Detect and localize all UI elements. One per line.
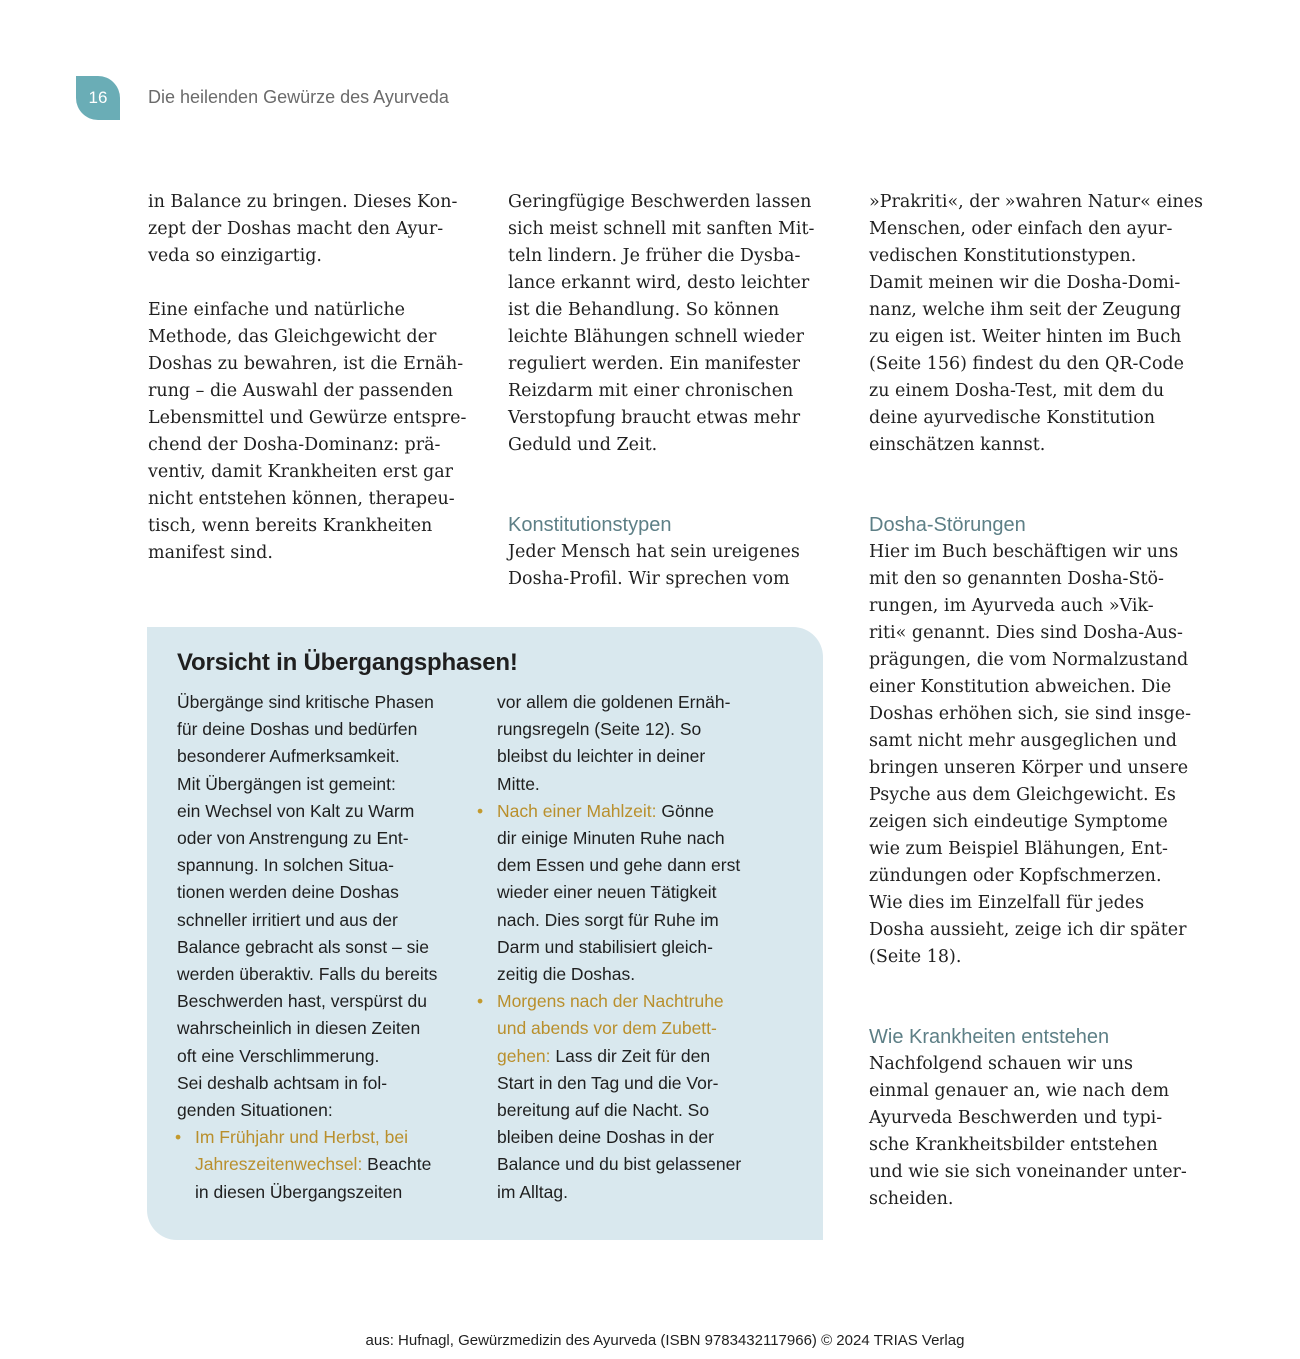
text-line: rung – die Auswahl der passenden — [148, 381, 453, 401]
text-line: genden Situationen: — [177, 1100, 333, 1121]
bullet-highlight: Morgens nach der Nachtruhe — [497, 991, 724, 1012]
paragraph — [869, 539, 1189, 971]
text-line: tionen werden deine Doshas — [177, 882, 399, 903]
text-line: bringen unseren Körper und unsere — [869, 758, 1189, 778]
text-line: leichte Blähungen schnell wieder — [508, 327, 804, 347]
source-footer: aus: Hufnagl, Gewürzmedizin des Ayurveda (ISBN 9783432117966) © 2024 TRIAS Verlag — [365, 1332, 965, 1349]
bullet-marker: • — [477, 800, 484, 821]
text-column-2 — [508, 189, 828, 593]
text-line — [477, 988, 797, 1015]
text-line: Balance und du bist gelassener — [497, 1154, 742, 1175]
text-column-3 — [869, 189, 1203, 1213]
bullet-item — [177, 1124, 477, 1206]
bullet-marker: • — [175, 1127, 182, 1148]
text-line: dir einige Minuten Ruhe nach — [497, 828, 725, 849]
text-line: zeitig die Doshas. — [497, 964, 636, 985]
text-line: chend der Dosha-Dominanz: prä- — [148, 435, 441, 455]
text-line: Start in den Tag und die Vor- — [497, 1072, 719, 1093]
text-line: vor allem die goldenen Ernäh- — [497, 692, 731, 712]
bullet-highlight: gehen: — [497, 1045, 551, 1066]
callout-box — [147, 627, 823, 1240]
text-line: zept der Doshas macht den Ayur- — [148, 219, 444, 239]
text-line: Mitte. — [497, 773, 540, 794]
callout-column-1 — [177, 689, 477, 1206]
text-line: Doshas erhöhen sich, sie sind insge- — [869, 704, 1191, 724]
text-line: reguliert werden. Ein manifester — [508, 354, 801, 374]
text-line: wahrscheinlich in diesen Zeiten — [177, 1018, 421, 1039]
text-line: samt nicht mehr ausgeglichen und — [869, 731, 1177, 751]
text-line: teln lindern. Je früher die Dysba- — [508, 246, 801, 266]
text-line: zu eigen ist. Weiter hinten im Buch — [869, 327, 1182, 347]
section-heading-disease-origin: Wie Krankheiten entstehen — [869, 1026, 1110, 1048]
text-line: bereitung auf die Nacht. So — [497, 1100, 710, 1121]
text-line: ist die Behandlung. So können — [508, 300, 780, 320]
text-line: einmal genauer an, wie nach dem — [869, 1081, 1170, 1101]
text-line: rungsregeln (Seite 12). So — [497, 719, 702, 740]
text-line: Methode, das Gleichgewicht der — [148, 327, 437, 347]
bullet-highlight: Jahreszeitenwechsel: — [195, 1154, 363, 1175]
text-line: dem Essen und gehe dann erst — [497, 855, 741, 876]
text-line: Übergänge sind kritische Phasen — [177, 692, 434, 712]
text-line: riti« genannt. Dies sind Dosha-Aus- — [869, 623, 1183, 643]
text-line: für deine Doshas und bedürfen — [177, 719, 418, 740]
section-gap — [869, 459, 1189, 511]
text-line: Damit meinen wir die Dosha-Domi- — [869, 273, 1181, 293]
running-head: Die heilenden Gewürze des Ayurveda — [148, 87, 449, 107]
text-line — [175, 1124, 477, 1151]
text-line — [497, 1043, 797, 1070]
text-line: vedischen Konstitutionstypen. — [869, 246, 1137, 266]
text-line: nanz, welche ihm seit der Zeugung — [869, 300, 1182, 320]
bullet-text: Beachte — [362, 1154, 432, 1175]
paragraph — [148, 189, 468, 270]
text-line: einer Konstitution abweichen. Die — [869, 677, 1172, 697]
text-line: Lebensmittel und Gewürze entspre- — [148, 408, 467, 428]
text-line: Beschwerden hast, verspürst du — [177, 991, 427, 1012]
bullet-item-continued — [497, 689, 797, 798]
text-line: Mit Übergängen ist gemeint: — [177, 773, 396, 794]
text-line: Eine einfache und natürliche — [148, 300, 405, 320]
section-gap — [869, 971, 1189, 1023]
text-line: Dosha aussieht, zeige ich dir später — [869, 920, 1187, 940]
bullet-text: Lass dir Zeit für den — [550, 1045, 711, 1066]
text-line: scheiden. — [869, 1189, 954, 1209]
text-line: veda so einzigartig. — [148, 246, 322, 266]
text-line: mit den so genannten Dosha-Stö- — [869, 569, 1164, 589]
text-line: Doshas zu bewahren, ist die Ernäh- — [148, 354, 464, 374]
text-line: nach. Dies sorgt für Ruhe im — [497, 909, 719, 930]
text-line: Jeder Mensch hat sein ureigenes — [508, 542, 800, 562]
text-line: bleibst du leichter in deiner — [497, 746, 706, 767]
text-line: Hier im Buch beschäftigen wir uns — [869, 542, 1179, 562]
paragraph — [148, 297, 468, 567]
text-line: oder von Anstrengung zu Ent- — [177, 828, 409, 849]
page-number-badge: 16 — [76, 76, 120, 120]
text-line: Ayurveda Beschwerden und typi- — [869, 1108, 1163, 1128]
bullet-text: Gönne — [656, 800, 714, 821]
text-line: (Seite 156) findest du den QR-Code — [869, 354, 1184, 374]
text-line: im Alltag. — [497, 1181, 568, 1202]
text-column-1 — [148, 189, 468, 567]
bullet-marker: • — [477, 991, 484, 1012]
text-line: »Prakriti«, der »wahren Natur« eines — [869, 192, 1203, 212]
text-line — [195, 1151, 477, 1178]
text-line: sche Krankheitsbilder entstehen — [869, 1135, 1158, 1155]
text-line: prägungen, die vom Normalzustand — [869, 650, 1189, 670]
paragraph — [869, 189, 1203, 459]
paragraph-gap — [148, 270, 468, 297]
text-line: manifest sind. — [148, 543, 273, 563]
bullet-highlight: Im Frühjahr und Herbst, bei — [195, 1127, 409, 1148]
text-line: zeigen sich eindeutige Symptome — [869, 812, 1168, 832]
text-line: Balance gebracht als sonst – sie — [177, 936, 429, 957]
text-line: wie zum Beispiel Blähungen, Ent- — [869, 839, 1168, 859]
bullet-item — [477, 798, 797, 988]
text-line — [497, 1015, 797, 1042]
text-line: Verstopfung braucht etwas mehr — [508, 408, 801, 428]
text-line: werden überaktiv. Falls du bereits — [177, 964, 438, 985]
text-line: nicht entstehen können, therapeu- — [148, 489, 455, 509]
section-heading-dosha-disorders: Dosha-Störungen — [869, 514, 1026, 536]
text-line: Darm und stabilisiert gleich- — [497, 936, 713, 957]
text-line: Geringfügige Beschwerden lassen — [508, 192, 812, 212]
text-line: oft eine Verschlimmerung. — [177, 1045, 380, 1066]
text-line: und wie sie sich voneinander unter- — [869, 1162, 1187, 1182]
text-line: schneller irritiert und aus der — [177, 909, 398, 930]
section-heading-constitution-types: Konstitutionstypen — [508, 514, 672, 536]
text-line: Psyche aus dem Gleichgewicht. Es — [869, 785, 1176, 805]
text-line: Menschen, oder einfach den ayur- — [869, 219, 1173, 239]
text-line: Sei deshalb achtsam in fol- — [177, 1072, 388, 1093]
text-line — [477, 798, 797, 825]
callout-column-2 — [477, 689, 797, 1206]
text-line: in Balance zu bringen. Dieses Kon- — [148, 192, 458, 212]
text-line: Nachfolgend schauen wir uns — [869, 1054, 1133, 1074]
text-line: rungen, im Ayurveda auch »Vik- — [869, 596, 1154, 616]
paragraph — [508, 539, 828, 593]
text-line: (Seite 18). — [869, 947, 962, 967]
text-line: Reizdarm mit einer chronischen — [508, 381, 794, 401]
text-line: besonderer Aufmerksamkeit. — [177, 746, 400, 767]
text-line: deine ayurvedische Konstitution — [869, 408, 1156, 428]
callout-title: Vorsicht in Übergangsphasen! — [177, 649, 518, 676]
text-line: lance erkannt wird, desto leichter — [508, 273, 810, 293]
bullet-highlight: und abends vor dem Zubett- — [497, 1018, 717, 1039]
text-line: Dosha-Profil. Wir sprechen vom — [508, 569, 790, 589]
text-line: spannung. In solchen Situa- — [177, 855, 394, 876]
text-line: Wie dies im Einzelfall für jedes — [869, 893, 1145, 913]
text-line: in diesen Übergangszeiten — [195, 1181, 403, 1202]
text-line: einschätzen kannst. — [869, 435, 1046, 455]
section-gap — [508, 459, 828, 511]
paragraph — [508, 189, 828, 459]
bullet-item — [477, 988, 797, 1206]
text-line: zündungen oder Kopfschmerzen. — [869, 866, 1162, 886]
bullet-highlight: Nach einer Mahlzeit: — [497, 800, 657, 821]
text-line: bleiben deine Doshas in der — [497, 1127, 714, 1148]
text-line: ein Wechsel von Kalt zu Warm — [177, 800, 415, 821]
text-line: zu einem Dosha-Test, mit dem du — [869, 381, 1165, 401]
text-line: sich meist schnell mit sanften Mit- — [508, 219, 815, 239]
text-line: wieder einer neuen Tätigkeit — [497, 882, 717, 903]
text-line: Geduld und Zeit. — [508, 435, 658, 455]
paragraph — [869, 1051, 1189, 1213]
text-line: ventiv, damit Krankheiten erst gar — [148, 462, 453, 482]
text-line: tisch, wenn bereits Krankheiten — [148, 516, 433, 536]
